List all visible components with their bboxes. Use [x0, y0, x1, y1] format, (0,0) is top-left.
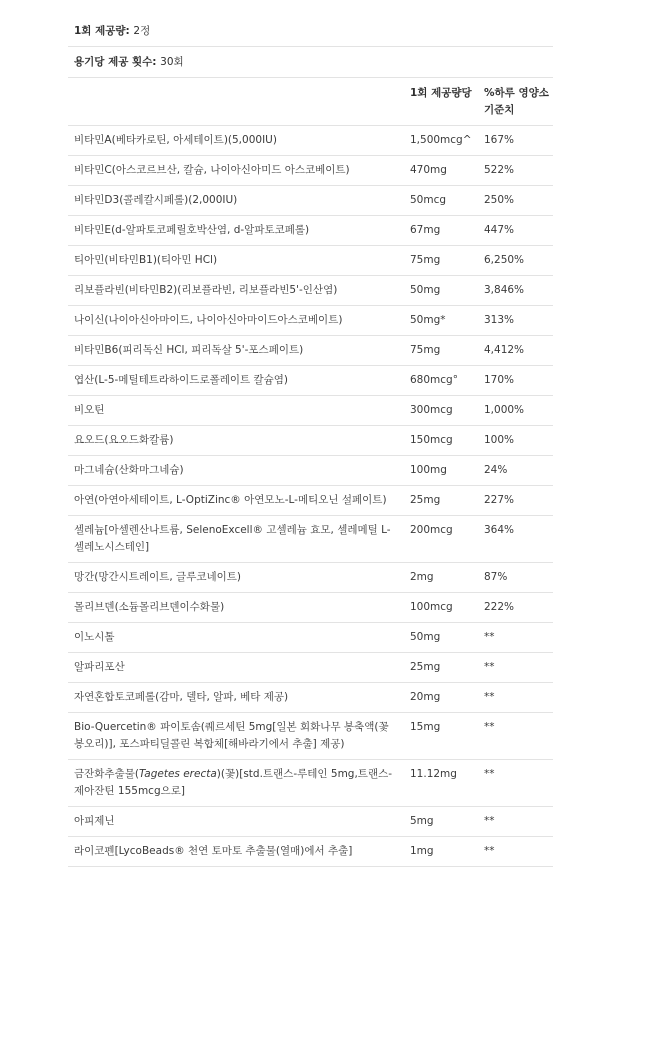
ingredient-daily-value: 167%: [484, 134, 515, 146]
supplement-facts-table: [68, 16, 553, 867]
ingredient-name: Bio-Quercetin® 파이토솜(퀘르세틴 5mg[일본 회화나무 봉축액(꽃 봉오리)], 포스파티딜콜린 복합체[해바라기에서 추출] 제공): [74, 721, 389, 750]
ingredient-daily-value: **: [484, 691, 495, 703]
ingredient-daily-value: **: [484, 661, 495, 673]
table-row: [68, 682, 553, 712]
table-row: [68, 592, 553, 622]
ingredient-amount: 75mg: [410, 254, 441, 266]
header-name-cell: [68, 78, 404, 125]
table-row: [68, 365, 553, 395]
ingredient-amount: 1mg: [410, 845, 434, 857]
table-row: [68, 622, 553, 652]
ingredient-daily-value: **: [484, 815, 495, 827]
ingredient-name: 나이신(나이아신아마이드, 나이아신아마이드아스코베이트): [74, 314, 343, 326]
ingredient-amount: 50mcg: [410, 194, 447, 206]
ingredient-amount: 5mg: [410, 815, 434, 827]
table-row: [68, 515, 553, 562]
ingredient-daily-value: 24%: [484, 464, 508, 476]
serving-size-label: 1회 제공량:: [74, 25, 130, 37]
ingredient-amount: 75mg: [410, 344, 441, 356]
ingredient-daily-value: 522%: [484, 164, 515, 176]
ingredient-amount: 11.12mg: [410, 768, 457, 780]
ingredient-daily-value: **: [484, 721, 495, 733]
ingredient-name: 리보플라빈(비타민B2)(리보플라빈, 리보플라빈5'-인산염): [74, 284, 338, 296]
ingredient-amount: 2mg: [410, 571, 434, 583]
ingredient-name: 망간(망간시트레이트, 글루코네이트): [74, 571, 242, 583]
ingredient-name: 비타민E(d-알파토코페릴호박산염, d-알파토코페롤): [74, 224, 310, 236]
table-row: [68, 562, 553, 592]
table-row: [68, 652, 553, 682]
table-row: [68, 185, 553, 215]
ingredient-name: 엽산(L-5-메틸테트라하이드로폴레이트 칼슘염): [74, 374, 289, 386]
servings-per-container: [68, 47, 190, 77]
ingredient-scientific-name: Tagetes erecta: [138, 768, 217, 780]
ingredient-daily-value: 364%: [484, 524, 515, 536]
ingredient-daily-value: 100%: [484, 434, 515, 446]
ingredient-daily-value: **: [484, 768, 495, 780]
header-amount: 1회 제공량당: [410, 87, 472, 99]
table-row: [68, 806, 553, 836]
ingredient-daily-value: 227%: [484, 494, 515, 506]
ingredient-name: 요오드(요오드화칼륨): [74, 434, 174, 446]
table-row: [68, 215, 553, 245]
ingredient-daily-value: **: [484, 631, 495, 643]
ingredient-amount: 300mcg: [410, 404, 453, 416]
header-daily-value: %하루 영양소 기준치: [484, 87, 549, 116]
ingredient-daily-value: 3,846%: [484, 284, 525, 296]
table-row: [68, 305, 553, 335]
table-row: [68, 425, 553, 455]
table-row: [68, 485, 553, 515]
ingredient-name: 아피제닌: [74, 815, 115, 827]
servings-per-container-value: 30회: [160, 56, 184, 68]
ingredient-amount: 50mg: [410, 631, 441, 643]
ingredient-amount: 1,500mcg^: [410, 134, 472, 146]
table-row: [68, 712, 553, 759]
ingredient-name: 아연(아연아세테이트, L-OptiZinc® 아연모노-L-메티오닌 설페이트): [74, 494, 387, 506]
serving-size: [68, 16, 156, 46]
ingredient-amount: 15mg: [410, 721, 441, 733]
ingredient-amount: 100mg: [410, 464, 447, 476]
table-row: [68, 759, 553, 806]
ingredient-name: 몰리브덴(소듐몰리브덴이수화물): [74, 601, 225, 613]
ingredient-amount: 200mcg: [410, 524, 453, 536]
table-body: [68, 125, 553, 867]
ingredient-daily-value: 222%: [484, 601, 515, 613]
table-header: [68, 77, 553, 125]
table-row: [68, 275, 553, 305]
ingredient-name: 알파리포산: [74, 661, 125, 673]
ingredient-daily-value: 6,250%: [484, 254, 525, 266]
ingredient-amount: 50mg: [410, 284, 441, 296]
ingredient-daily-value: 87%: [484, 571, 508, 583]
ingredient-name: [68, 760, 404, 806]
ingredient-name: 자연혼합토코페롤(감마, 델타, 알파, 베타 제공): [74, 691, 289, 703]
ingredient-amount: 470mg: [410, 164, 447, 176]
ingredient-daily-value: 170%: [484, 374, 515, 386]
ingredient-daily-value: 4,412%: [484, 344, 525, 356]
ingredient-amount: 680mcg°: [410, 374, 458, 386]
table-row: [68, 155, 553, 185]
ingredient-amount: 67mg: [410, 224, 441, 236]
ingredient-amount: 25mg: [410, 494, 441, 506]
ingredient-name: 마그네슘(산화마그네슘): [74, 464, 184, 476]
ingredient-amount: 20mg: [410, 691, 441, 703]
serving-size-row: [68, 16, 553, 46]
ingredient-name: 이노시톨: [74, 631, 115, 643]
ingredient-daily-value: 250%: [484, 194, 515, 206]
ingredient-name: 라이코펜[LycoBeads® 천연 토마토 추출물(열매)에서 추출]: [74, 845, 353, 857]
table-row: [68, 245, 553, 275]
ingredient-name: 비타민C(아스코르브산, 칼슘, 나이아신아미드 아스코베이트): [74, 164, 350, 176]
ingredient-daily-value: 1,000%: [484, 404, 525, 416]
table-row: [68, 335, 553, 365]
ingredient-amount: 100mcg: [410, 601, 453, 613]
servings-per-container-label: 용기당 제공 횟수:: [74, 56, 157, 68]
ingredient-name: 비타민B6(피리독신 HCl, 피리독살 5'-포스페이트): [74, 344, 304, 356]
ingredient-name: 비타민A(베타카로틴, 아세테이트)(5,000IU): [74, 134, 277, 146]
ingredient-name: 비오틴: [74, 404, 105, 416]
ingredient-name: 셀레늄[아셀렌산나트륨, SelenoExcell® 고셀레늄 효모, 셀레메틸 L-셀레노시스테인]: [74, 524, 391, 553]
ingredient-amount: 150mcg: [410, 434, 453, 446]
table-row: [68, 395, 553, 425]
ingredient-name-part: 금잔화추출물(: [74, 768, 139, 780]
serving-size-value: 2정: [133, 25, 151, 37]
ingredient-amount: 50mg*: [410, 314, 446, 326]
ingredient-name: 티아민(비타민B1)(티아민 HCl): [74, 254, 218, 266]
servings-per-container-row: [68, 46, 553, 77]
ingredient-name: 비타민D3(콜레칼시페롤)(2,000IU): [74, 194, 238, 206]
ingredient-amount: 25mg: [410, 661, 441, 673]
table-row: [68, 455, 553, 485]
table-row: [68, 836, 553, 867]
ingredient-daily-value: **: [484, 845, 495, 857]
ingredient-daily-value: 447%: [484, 224, 515, 236]
table-row: [68, 125, 553, 155]
ingredient-daily-value: 313%: [484, 314, 515, 326]
ingredient-name-part: )(꽃)[std.트랜스-루테인 5mg,트랜스-제아잔틴 155mcg으로]: [74, 768, 393, 797]
